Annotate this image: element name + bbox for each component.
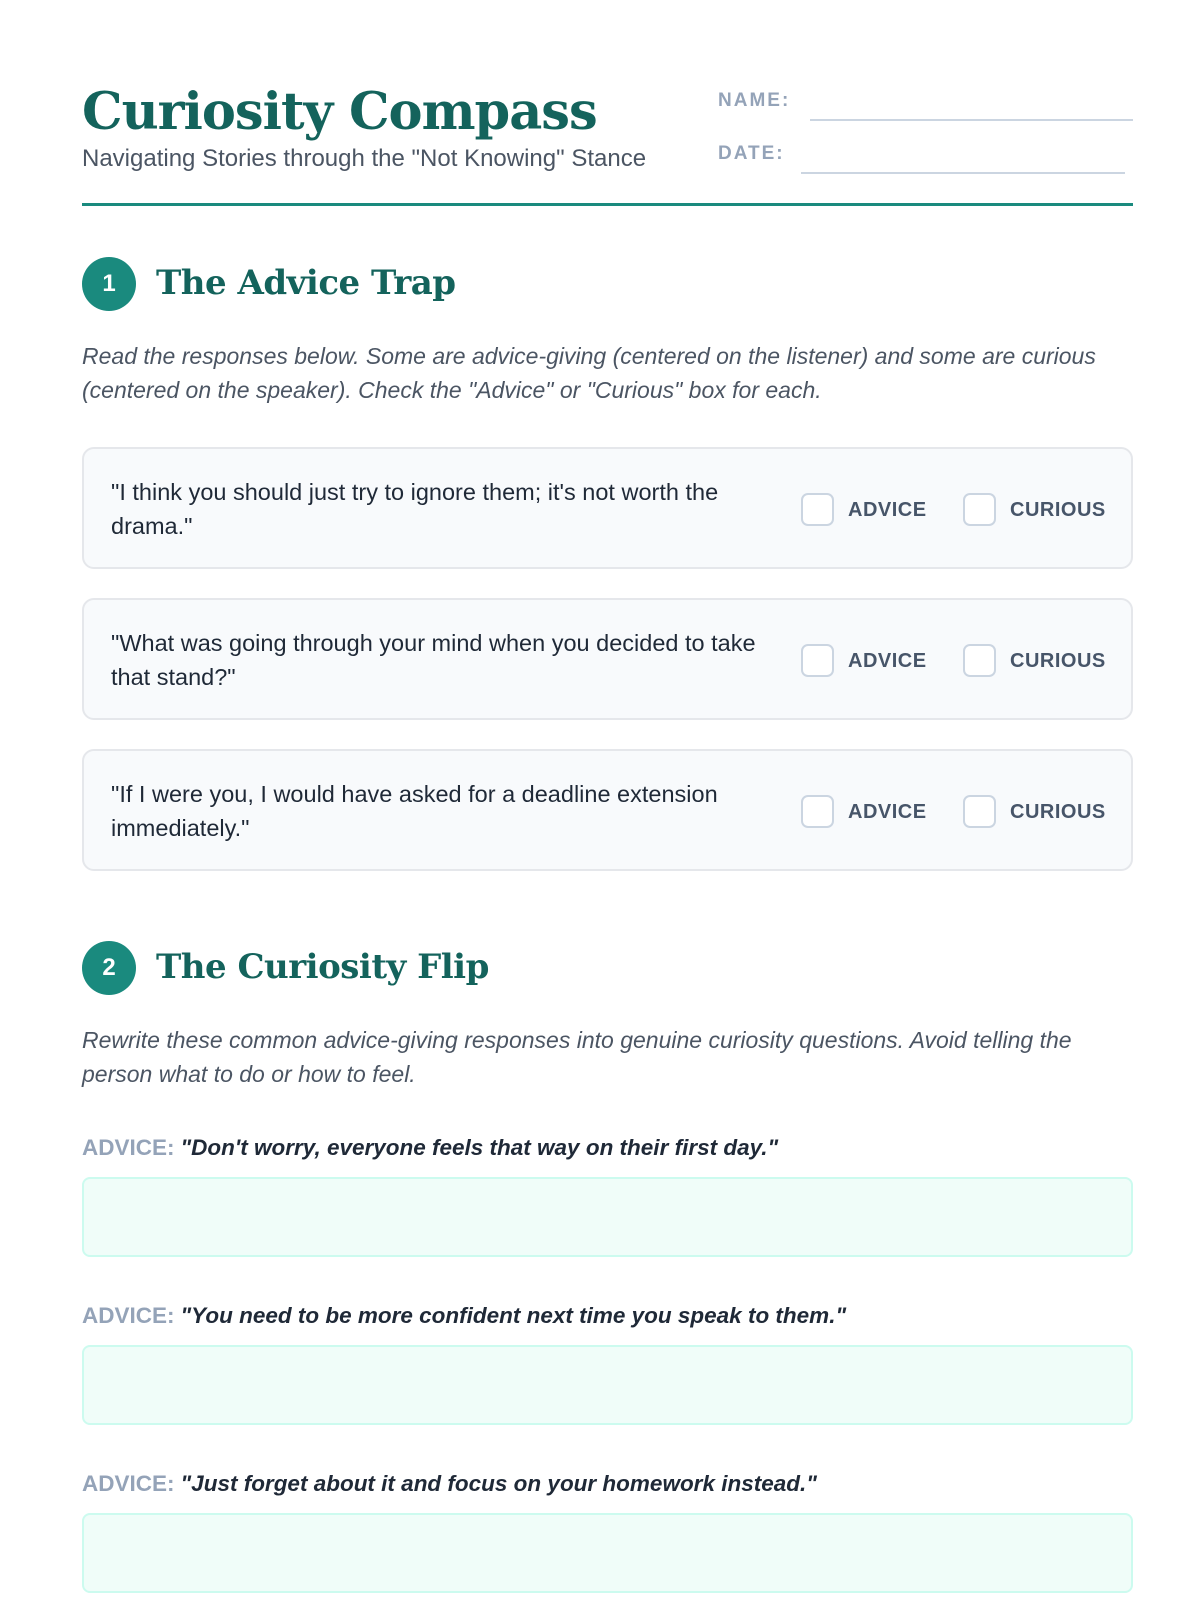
section-2-number-badge: 2 [82,941,136,995]
advice-tag: ADVICE: [82,1303,175,1328]
advice-tag: ADVICE: [82,1471,175,1496]
name-field[interactable] [718,82,1133,122]
name-label: NAME: [718,90,791,111]
advice-prompt [82,1132,1133,1164]
curious-checkbox[interactable] [963,644,996,677]
advice-option-label: ADVICE [848,650,927,672]
curious-option-label: CURIOUS [1010,801,1106,823]
response-quote: "I think you should just try to ignore them; it's not worth the drama." [111,479,719,539]
response-card [82,598,1133,720]
curious-checkbox[interactable] [963,493,996,526]
section-2-title-text: The Curiosity Flip [156,947,489,987]
section-1-title-text: The Advice Trap [156,263,456,303]
curious-option-label: CURIOUS [1010,499,1106,521]
advice-prompt [82,1300,1133,1332]
response-quote: "What was going through your mind when you decided to take that stand?" [111,630,756,690]
curious-checkbox[interactable] [963,795,996,828]
worksheet-header [82,82,1133,206]
advice-prompt [82,1468,1133,1500]
curious-option-label: CURIOUS [1010,650,1106,672]
date-field[interactable] [718,135,1133,175]
advice-tag: ADVICE: [82,1135,175,1160]
section-2-title [156,945,489,989]
rewrite-answer-box[interactable] [82,1345,1133,1425]
worksheet-page [82,0,1133,1600]
section-1-heading [82,257,782,313]
advice-checkbox[interactable] [801,644,834,677]
page-subtitle: Navigating Stories through the "Not Knowing" Stance [82,145,647,172]
advice-option-label: ADVICE [848,499,927,521]
response-card [82,749,1133,871]
page-title: Curiosity Compass [82,82,597,142]
advice-quote: "You need to be more confident next time you speak to them." [180,1303,847,1328]
advice-checkbox[interactable] [801,795,834,828]
response-card [82,447,1133,569]
section-1-number-badge: 1 [82,257,136,311]
advice-quote: "Don't worry, everyone feels that way on their first day." [180,1135,779,1160]
section-2-heading [82,941,782,997]
section-1-instructions: Read the responses below. Some are advice-giving (centered on the listener) and some are curious (centered on the speaker). Check the "Advice" or "Curious" box for each. [82,343,1096,403]
section-1-title [156,261,456,305]
advice-checkbox[interactable] [801,493,834,526]
rewrite-answer-box[interactable] [82,1513,1133,1593]
advice-quote: "Just forget about it and focus on your homework instead." [180,1471,817,1496]
rewrite-answer-box[interactable] [82,1177,1133,1257]
date-label: DATE: [718,143,785,164]
date-line[interactable] [801,172,1125,174]
name-line[interactable] [810,119,1133,121]
advice-option-label: ADVICE [848,801,927,823]
response-quote: "If I were you, I would have asked for a deadline extension immediately." [111,781,718,841]
section-2-instructions: Rewrite these common advice-giving responses into genuine curiosity questions. Avoid telling the person what to do or how to feel. [82,1027,1072,1087]
